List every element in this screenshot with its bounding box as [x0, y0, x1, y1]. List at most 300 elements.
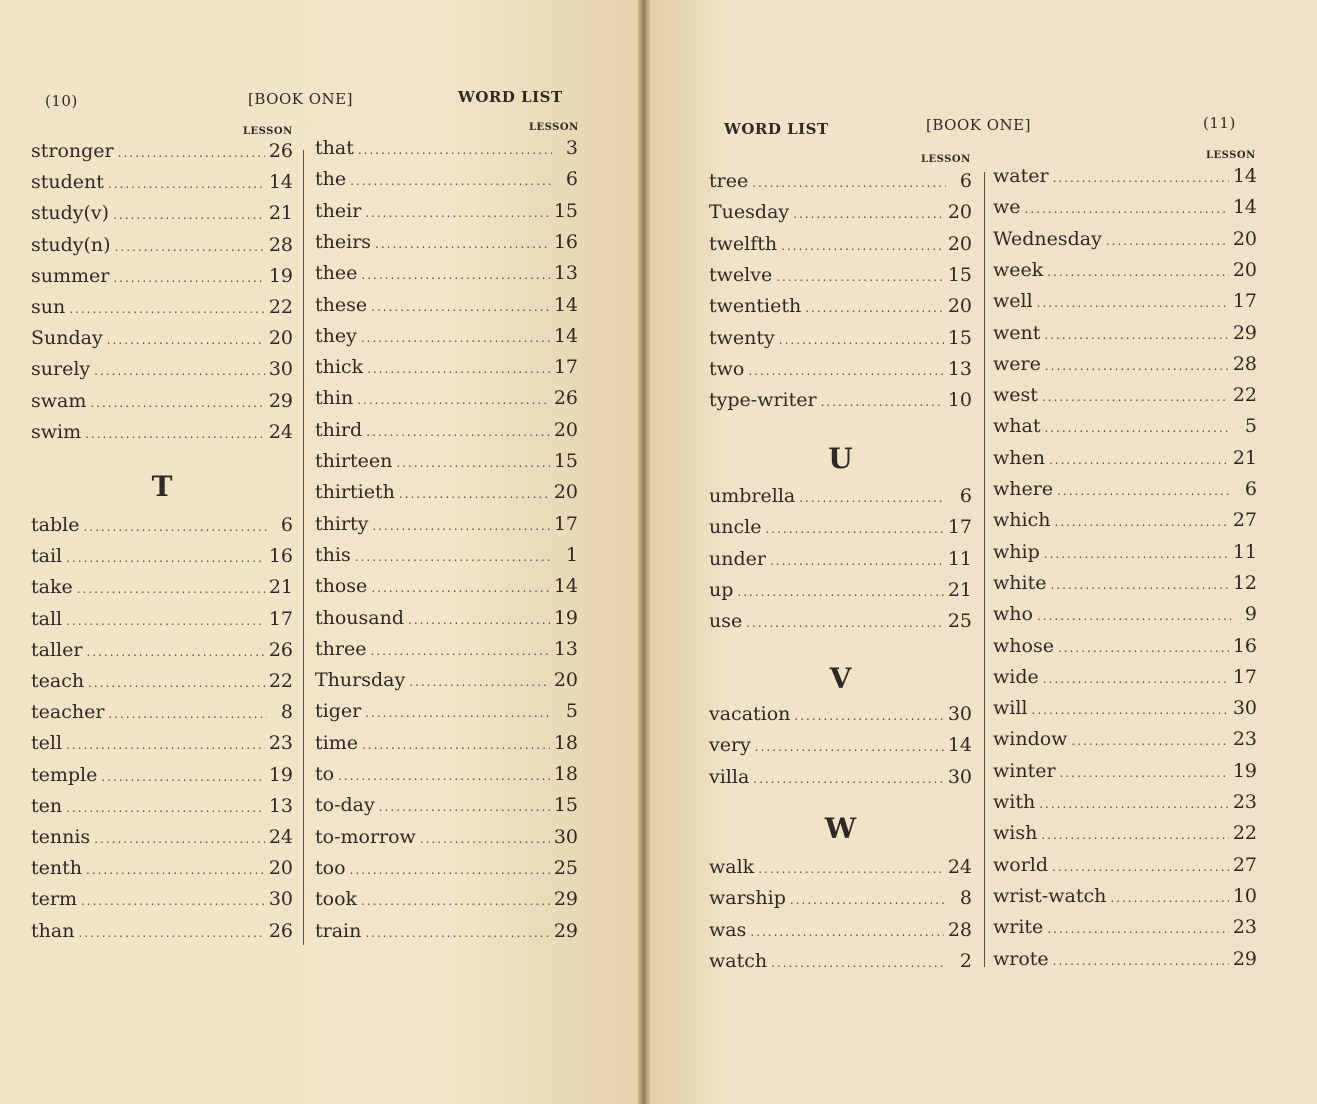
word-entry [709, 485, 972, 513]
right-page [650, 0, 1317, 1104]
entry-lesson-number: 30 [268, 888, 293, 911]
entry-lesson-number: 14 [553, 575, 578, 598]
entry-word: warship [709, 887, 786, 910]
word-entry [993, 948, 1257, 976]
dot-leader [1047, 922, 1229, 936]
dot-leader [365, 926, 549, 940]
dot-leader [361, 894, 550, 908]
left-section-title: WORD LIST [458, 88, 563, 106]
entry-word: sun [31, 296, 66, 318]
dot-leader [357, 393, 550, 407]
dot-leader [794, 709, 943, 723]
dot-leader [1058, 641, 1229, 655]
entry-word: walk [709, 856, 755, 878]
dot-leader [365, 206, 550, 220]
dot-leader [1049, 453, 1229, 467]
entry-lesson-number: 14 [553, 324, 578, 347]
dot-leader [85, 427, 265, 441]
entry-word: when [993, 446, 1045, 469]
word-entry [315, 387, 578, 415]
dot-leader [94, 364, 265, 378]
entry-lesson-number: 20 [947, 295, 972, 318]
word-entry [31, 265, 293, 293]
entry-word: which [993, 509, 1051, 532]
entry-lesson-number: 10 [947, 389, 972, 412]
word-entry [993, 447, 1257, 475]
word-entry [993, 478, 1257, 506]
word-entry [31, 826, 293, 854]
word-entry [993, 415, 1257, 443]
dot-leader [790, 893, 946, 907]
word-entry [315, 450, 578, 478]
dot-leader [1050, 578, 1228, 592]
entry-lesson-number: 14 [947, 734, 972, 757]
right-section-title: WORD LIST [724, 120, 829, 138]
dot-leader [770, 554, 944, 568]
word-entry [993, 885, 1257, 913]
dot-leader [86, 645, 264, 659]
dot-leader [108, 177, 265, 191]
word-entry [31, 514, 293, 542]
entry-word: well [993, 290, 1033, 313]
dot-leader [776, 270, 944, 284]
word-entry [993, 541, 1257, 569]
entry-lesson-number: 29 [553, 919, 578, 942]
dot-leader [101, 770, 264, 784]
word-entry [709, 950, 972, 978]
dot-leader [365, 706, 552, 720]
entry-lesson-number: 23 [1232, 728, 1257, 751]
entry-lesson-number: 15 [553, 794, 578, 817]
entry-lesson-number: 23 [1232, 916, 1257, 939]
dot-leader [758, 862, 944, 876]
dot-leader [379, 800, 550, 814]
entry-word: to [315, 763, 335, 785]
entry-lesson-number: 28 [268, 233, 293, 256]
entry-word: villa [709, 765, 750, 788]
entry-word: water [993, 165, 1049, 187]
entry-lesson-number: 2 [959, 949, 972, 972]
entry-lesson-number: 17 [947, 516, 972, 539]
entry-word: wide [993, 665, 1039, 688]
entry-lesson-number: 25 [553, 856, 578, 879]
dot-leader [371, 581, 550, 595]
entry-word: swam [31, 389, 87, 412]
dot-leader [367, 362, 550, 376]
word-entry [315, 419, 578, 447]
word-entry [31, 390, 293, 418]
dot-leader [370, 644, 549, 658]
dot-leader [821, 395, 944, 409]
left-page-number: (10) [45, 92, 78, 110]
dot-leader [1110, 891, 1228, 905]
entry-word: what [993, 415, 1041, 438]
entry-word: Thursday [315, 669, 406, 692]
entry-word: thirteen [315, 450, 393, 472]
entry-word: too [315, 856, 346, 879]
dot-leader [1039, 797, 1229, 811]
word-entry [709, 201, 972, 229]
entry-word: Sunday [31, 327, 103, 350]
dot-leader [1060, 766, 1229, 780]
dot-leader [338, 769, 550, 783]
entry-word: term [31, 888, 77, 911]
section-heading-w: W [824, 812, 857, 845]
entry-word: twelfth [709, 232, 778, 255]
word-entry [315, 294, 578, 322]
entry-lesson-number: 17 [553, 356, 578, 379]
entry-lesson-number: 13 [268, 794, 293, 817]
word-entry [31, 358, 293, 386]
left-col1-lesson-label: LESSON [243, 126, 293, 137]
entry-word: the [315, 168, 347, 191]
entry-lesson-number: 16 [1232, 634, 1257, 657]
dot-leader [372, 519, 549, 533]
word-entry [31, 795, 293, 823]
dot-leader [409, 675, 550, 689]
entry-lesson-number: 20 [947, 201, 972, 224]
word-entry [993, 353, 1257, 381]
entry-word: thousand [315, 606, 405, 629]
dot-leader [399, 487, 550, 501]
dot-leader [1057, 484, 1231, 498]
word-entry [315, 481, 578, 509]
entry-lesson-number: 19 [553, 606, 578, 629]
entry-lesson-number: 15 [553, 199, 578, 222]
dot-leader [781, 239, 944, 253]
dot-leader [108, 707, 267, 721]
section-heading-u: U [828, 442, 853, 475]
entry-lesson-number: 21 [268, 576, 293, 599]
entry-word: who [993, 603, 1033, 626]
entry-lesson-number: 26 [553, 387, 578, 410]
entry-word: thee [315, 262, 358, 285]
entry-word: Wednesday [993, 227, 1102, 250]
word-entry [993, 290, 1257, 318]
dot-leader [350, 174, 552, 188]
dot-leader [408, 613, 550, 627]
entry-lesson-number: 22 [1232, 822, 1257, 845]
entry-lesson-number: 17 [268, 607, 293, 630]
word-entry [31, 576, 293, 604]
entry-lesson-number: 10 [1232, 884, 1257, 907]
section-heading-t: T [151, 470, 173, 503]
word-entry [993, 572, 1257, 600]
entry-word: they [315, 324, 357, 347]
dot-leader [115, 240, 265, 254]
word-entry [993, 635, 1257, 663]
word-entry [993, 666, 1257, 694]
entry-word: swim [31, 420, 82, 443]
entry-lesson-number: 21 [947, 578, 972, 601]
entry-word: with [993, 791, 1036, 813]
entry-lesson-number: 5 [565, 700, 578, 723]
entry-word: umbrella [709, 485, 796, 507]
word-entry [315, 325, 578, 353]
dot-leader [1032, 703, 1229, 717]
entry-word: twelve [709, 263, 773, 286]
entry-lesson-number: 20 [553, 481, 578, 504]
entry-word: tiger [315, 700, 362, 723]
word-entry [31, 140, 293, 168]
dot-leader [1106, 234, 1229, 248]
entry-word: was [709, 918, 747, 941]
word-entry [31, 670, 293, 698]
entry-lesson-number: 27 [1232, 509, 1257, 532]
word-entry [315, 356, 578, 384]
dot-leader [755, 740, 944, 754]
entry-lesson-number: 20 [1232, 258, 1257, 281]
entry-word: theirs [315, 230, 372, 253]
word-entry [993, 259, 1257, 287]
word-entry [709, 579, 972, 607]
entry-lesson-number: 25 [947, 610, 972, 633]
word-entry [315, 168, 578, 196]
dot-leader [1044, 328, 1228, 342]
entry-lesson-number: 30 [1232, 697, 1257, 720]
dot-leader [361, 331, 550, 345]
right-col1-lesson-label: LESSON [921, 154, 971, 165]
dot-leader [1053, 954, 1229, 968]
entry-lesson-number: 23 [268, 732, 293, 755]
entry-word: thirty [315, 512, 369, 535]
word-entry [993, 916, 1257, 944]
entry-word: west [993, 384, 1038, 407]
word-entry [709, 610, 972, 638]
word-entry [315, 700, 578, 728]
entry-lesson-number: 6 [959, 170, 972, 192]
entry-word: these [315, 293, 368, 316]
dot-leader [420, 832, 550, 846]
entry-word: uncle [709, 516, 762, 539]
entry-lesson-number: 30 [947, 703, 972, 725]
entry-lesson-number: 13 [553, 262, 578, 285]
word-entry [315, 638, 578, 666]
entry-word: twenty [709, 326, 775, 349]
entry-lesson-number: 20 [268, 327, 293, 350]
word-entry [315, 763, 578, 791]
entry-lesson-number: 15 [947, 263, 972, 286]
entry-word: tennis [31, 826, 91, 848]
dot-leader [350, 863, 550, 877]
entry-word: under [709, 547, 766, 570]
entry-word: we [993, 196, 1021, 219]
entry-word: took [315, 888, 358, 911]
word-entry [31, 608, 293, 636]
dot-leader [779, 333, 944, 347]
word-entry [31, 421, 293, 449]
word-entry [31, 857, 293, 885]
word-entry [709, 766, 972, 794]
entry-lesson-number: 17 [1232, 665, 1257, 688]
word-entry [315, 732, 578, 760]
dot-leader [1071, 734, 1228, 748]
entry-word: student [31, 171, 104, 194]
word-entry [315, 137, 578, 165]
entry-lesson-number: 22 [1232, 384, 1257, 407]
entry-word: their [315, 199, 362, 222]
dot-leader [1044, 421, 1231, 435]
dot-leader [113, 271, 264, 285]
word-entry [31, 296, 293, 324]
word-entry [993, 822, 1257, 850]
dot-leader [1045, 359, 1229, 373]
right-column-rule [984, 172, 985, 967]
entry-word: window [993, 728, 1068, 751]
dot-leader [1054, 515, 1228, 529]
word-entry [315, 669, 578, 697]
dot-leader [799, 491, 946, 505]
entry-lesson-number: 14 [553, 293, 578, 316]
entry-lesson-number: 27 [1232, 853, 1257, 876]
entry-word: wrote [993, 947, 1049, 970]
entry-word: ten [31, 794, 63, 817]
entry-lesson-number: 16 [268, 545, 293, 568]
entry-word: Tuesday [709, 201, 790, 224]
entry-word: stronger [31, 140, 114, 162]
entry-lesson-number: 22 [268, 670, 293, 692]
entry-lesson-number: 17 [1232, 290, 1257, 313]
dot-leader [396, 456, 549, 470]
entry-word: were [993, 352, 1041, 375]
dot-leader [371, 300, 550, 314]
entry-word: use [709, 610, 743, 633]
dot-leader [83, 520, 267, 534]
entry-word: tall [31, 607, 63, 630]
entry-lesson-number: 26 [268, 919, 293, 942]
entry-word: study(v) [31, 202, 110, 225]
dot-leader [771, 956, 946, 970]
word-entry [31, 732, 293, 760]
left-book-label: [BOOK ONE] [248, 90, 353, 108]
entry-lesson-number: 8 [959, 887, 972, 910]
word-entry [993, 228, 1257, 256]
entry-word: study(n) [31, 233, 111, 256]
entry-lesson-number: 13 [553, 637, 578, 660]
entry-lesson-number: 16 [553, 230, 578, 253]
entry-word: twentieth [709, 295, 802, 318]
entry-lesson-number: 24 [947, 856, 972, 878]
entry-lesson-number: 14 [1232, 165, 1257, 187]
dot-leader [1047, 265, 1229, 279]
entry-lesson-number: 30 [553, 825, 578, 848]
entry-lesson-number: 20 [553, 669, 578, 692]
entry-word: two [709, 357, 745, 380]
entry-word: table [31, 514, 80, 536]
word-entry [993, 384, 1257, 412]
dot-leader [752, 176, 946, 190]
word-entry [709, 295, 972, 323]
word-entry [993, 728, 1257, 756]
entry-word: take [31, 576, 73, 599]
dot-leader [94, 832, 265, 846]
entry-word: up [709, 578, 734, 601]
entry-word: teacher [31, 701, 105, 724]
entry-word: that [315, 137, 354, 159]
entry-lesson-number: 20 [268, 857, 293, 880]
word-entry [709, 919, 972, 947]
entry-word: this [315, 543, 351, 566]
dot-leader [69, 302, 265, 316]
entry-lesson-number: 3 [565, 137, 578, 159]
entry-word: thin [315, 387, 354, 410]
word-entry [315, 231, 578, 259]
dot-leader [1052, 860, 1229, 874]
entry-lesson-number: 17 [553, 512, 578, 535]
entry-word: third [315, 418, 363, 441]
dot-leader [107, 333, 265, 347]
entry-lesson-number: 29 [553, 888, 578, 911]
entry-word: time [315, 731, 358, 754]
word-entry [709, 170, 972, 198]
word-entry [993, 165, 1257, 193]
left-col2-lesson-label: LESSON [529, 122, 579, 133]
entry-lesson-number: 20 [947, 232, 972, 255]
dot-leader [86, 863, 265, 877]
entry-lesson-number: 24 [268, 826, 293, 848]
entry-word: summer [31, 264, 110, 287]
entry-word: temple [31, 763, 98, 786]
word-entry [993, 322, 1257, 350]
word-entry [709, 233, 972, 261]
entry-lesson-number: 29 [1232, 947, 1257, 970]
entry-word: type-writer [709, 389, 817, 412]
left-page [0, 0, 640, 1104]
dot-leader [793, 207, 944, 221]
entry-word: wish [993, 822, 1038, 845]
entry-lesson-number: 21 [268, 202, 293, 225]
entry-lesson-number: 8 [280, 701, 293, 724]
entry-lesson-number: 22 [268, 296, 293, 318]
dot-leader [118, 146, 265, 160]
dot-leader [361, 268, 549, 282]
word-entry [31, 327, 293, 355]
word-entry [31, 545, 293, 573]
dot-leader [66, 801, 265, 815]
dot-leader [765, 522, 943, 536]
entry-word: train [315, 919, 362, 942]
word-entry [31, 888, 293, 916]
word-entry [315, 794, 578, 822]
dot-leader [366, 425, 550, 439]
word-entry [709, 856, 972, 884]
dot-leader [66, 738, 265, 752]
entry-word: very [709, 734, 751, 757]
entry-word: tail [31, 545, 63, 568]
word-entry [709, 389, 972, 417]
entry-lesson-number: 21 [1232, 446, 1257, 469]
dot-leader [1053, 171, 1229, 185]
entry-lesson-number: 19 [268, 763, 293, 786]
dot-leader [1043, 672, 1229, 686]
word-entry [993, 854, 1257, 882]
entry-lesson-number: 28 [947, 918, 972, 941]
entry-lesson-number: 9 [1244, 603, 1257, 626]
dot-leader [1042, 390, 1229, 404]
entry-word: thirtieth [315, 481, 395, 504]
entry-lesson-number: 13 [947, 357, 972, 380]
entry-word: whip [993, 540, 1040, 563]
entry-lesson-number: 6 [959, 485, 972, 507]
entry-word: white [993, 571, 1047, 594]
entry-word: write [993, 916, 1044, 939]
dot-leader [375, 237, 550, 251]
word-entry [315, 826, 578, 854]
entry-lesson-number: 18 [553, 731, 578, 754]
right-col2-lesson-label: LESSON [1206, 150, 1256, 161]
entry-word: to-day [315, 794, 375, 817]
dot-leader [113, 208, 265, 222]
